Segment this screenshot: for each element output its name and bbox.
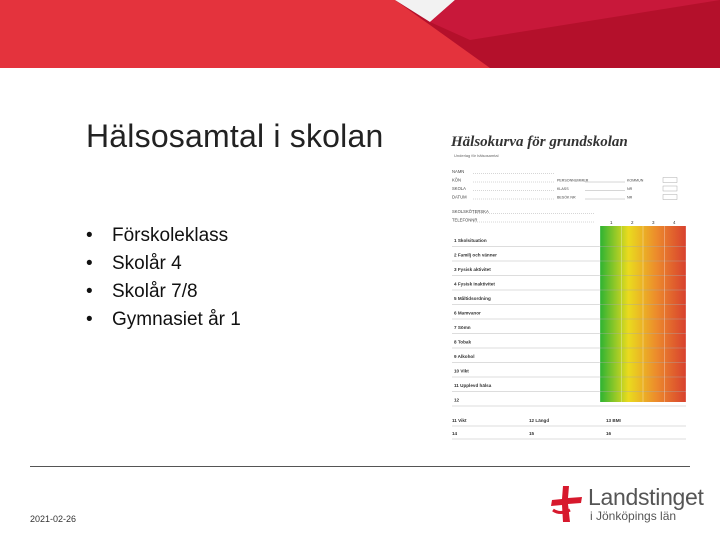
bullet-text: Skolår 7/8 [112,281,198,302]
form-grid [445,130,690,450]
form-row-label: 2 Familj och vänner [454,252,497,258]
form-row-label: 9 Alkohol [454,354,475,359]
logo-name: Landstinget [588,484,704,510]
form-bottom-label: 14 [452,431,458,436]
logo-subtitle: i Jönköpings län [590,509,677,523]
form-field-box [663,178,677,183]
form-field-label: NAMN [452,169,465,174]
form-row-label: 5 Måltidsordning [454,296,491,301]
form-bottom-label: 12 Längd [529,418,550,423]
cross-logo-icon [548,484,586,524]
column-number: 4 [673,220,676,225]
form-field-label: PERSONNUMMER [557,178,589,183]
landstinget-logo [548,484,704,524]
bullet-text: Gymnasiet år 1 [112,309,241,330]
form-field-label: TELEFONNR [452,217,478,223]
form-field-label: BESÖK NR [557,195,576,200]
column-number: 1 [610,220,613,225]
form-field-label: NR [627,187,633,191]
form-row-label: 10 Vikt [454,368,469,374]
form-bottom-label: 15 [529,431,535,436]
form-field-label: SKOLA [452,186,466,191]
form-row-label: 3 Fysisk aktivitet [454,267,491,272]
bullet-dot: • [86,309,93,330]
form-title: Hälsokurva för grundskolan [451,134,628,150]
form-bottom-label: 11 Vikt [452,418,467,423]
form-row-label: 6 Mamvanor [454,310,481,316]
form-row-label: 4 Fysisk inaktivitet [454,281,495,287]
form-row-label: 8 Tobak [454,339,472,345]
header-banner [0,0,720,68]
bullet-item [86,222,241,250]
bullet-text: Skolår 4 [112,253,182,274]
form-field-box [663,186,677,191]
bullet-item [86,306,241,334]
form-subtitle: Underlag för hälsosamtal [454,153,499,158]
form-field-label: NR [627,195,633,200]
form-row-label: 7 Sömn [454,325,471,330]
bullet-item [86,250,241,278]
bullet-dot: • [86,281,93,302]
form-bottom-label: 16 [606,431,612,436]
health-curve-form-image [445,130,690,450]
form-field-label: SKOLSKÖTERSKA [452,209,489,214]
form-row-label: 12 [454,397,460,403]
column-number: 2 [631,220,634,225]
bullet-item [86,278,241,306]
form-row-label: 1 Skolsituation [454,238,487,243]
form-field-label: KLASS [557,187,569,191]
bullet-dot: • [86,225,93,246]
bullet-list [86,222,241,334]
form-bottom-label: 13 BMI [606,418,621,423]
bullet-text: Förskoleklass [112,225,229,246]
form-field-label: KÖN [452,177,462,183]
form-field-label: KOMMUN [627,178,644,183]
form-field-box [663,195,677,200]
bullet-dot: • [86,253,93,274]
slide-title: Hälsosamtal i skolan [86,118,384,154]
slide-date: 2021-02-26 [30,514,77,524]
footer-divider [30,466,690,467]
form-row-label: 11 Upplevd hälsa [454,383,492,388]
form-field-label: DATUM [452,194,467,200]
column-number: 3 [652,220,655,225]
